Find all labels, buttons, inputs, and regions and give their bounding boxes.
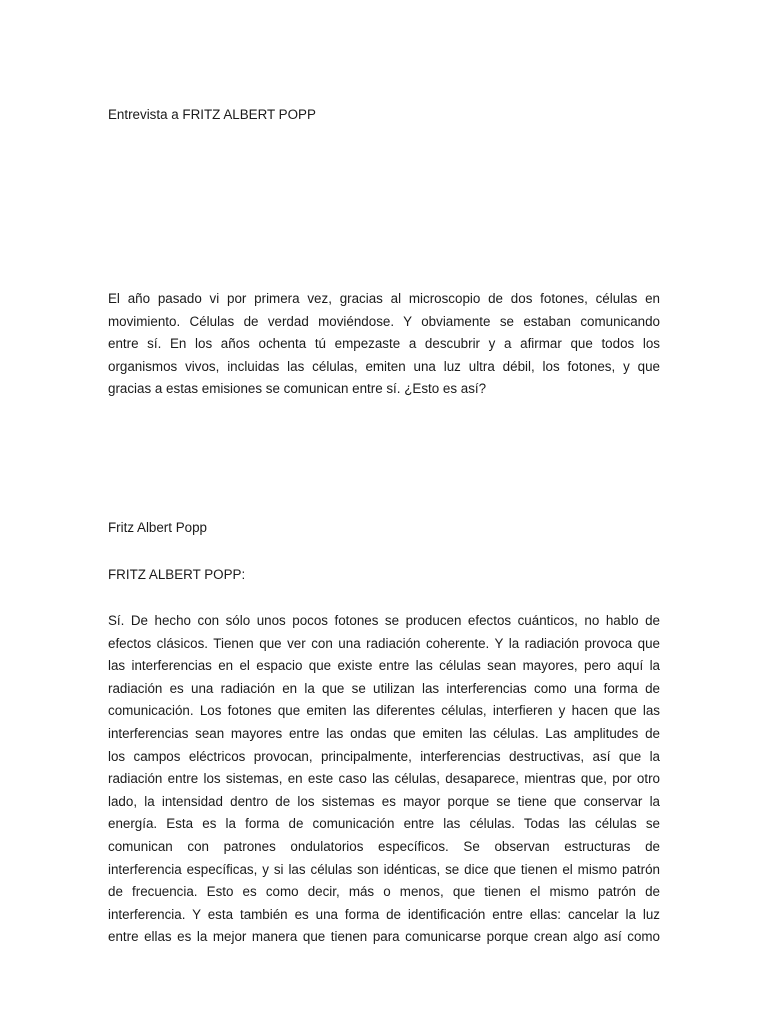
answer-line: efectos clásicos. Tienen que ver con una radiación coherente. Y la radiación provoca que bbox=[108, 635, 660, 651]
answer-line: radiación es una radiación en la que se utilizan las interferencias como una forma de bbox=[108, 680, 660, 696]
answer-line: de frecuencia. Esto es como decir, más o menos, que tienen el mismo patrón de bbox=[108, 884, 660, 900]
question-paragraph bbox=[108, 288, 660, 401]
answer-line: los campos eléctricos provocan, principalmente, interferencias destructivas, así que la bbox=[108, 748, 660, 764]
question-line: gracias a estas emisiones se comunican entre sí. ¿Esto es así? bbox=[108, 381, 487, 397]
answer-line: las interferencias en el espacio que existe entre las células sean mayores, pero aquí la bbox=[108, 658, 660, 674]
answer-line: Sí. De hecho con sólo unos pocos fotones se producen efectos cuánticos, no hablo de bbox=[108, 613, 660, 628]
question-line: organismos vivos, incluidas las células, emiten una luz ultra débil, los fotones, y que bbox=[108, 358, 660, 374]
answer-line: comunican con patrones ondulatorios específicos. Se observan estructuras de bbox=[108, 838, 660, 854]
answer-line: radiación entre los sistemas, en este caso las células, desaparece, mientras que, por otro bbox=[108, 771, 660, 787]
question-line: movimiento. Células de verdad moviéndose. Y obviamente se estaban comunicando bbox=[108, 313, 660, 329]
speaker-label: FRITZ ALBERT POPP: bbox=[108, 567, 246, 582]
answer-line: interferencia. Y esta también es una forma de identificación entre ellas: cancelar la luz bbox=[108, 906, 660, 922]
answer-line: lado, la intensidad dentro de los sistemas es mayor porque se tiene que conservar la bbox=[108, 793, 660, 809]
question-line: El año pasado vi por primera vez, gracias al microscopio de dos fotones, células en bbox=[108, 291, 660, 306]
answer-line: comunicación. Los fotones que emiten las diferentes células, interfieren y hacen que las bbox=[108, 703, 660, 719]
question-line: entre sí. En los años ochenta tú empezaste a descubrir y a afirmar que todos los bbox=[108, 336, 660, 352]
answer-line: interferencias sean mayores entre las ondas que emiten las células. Las amplitudes de bbox=[108, 725, 660, 741]
document-title: Entrevista a FRITZ ALBERT POPP bbox=[108, 107, 316, 122]
answer-line: energía. Esta es la forma de comunicación entre las células. Todas las células se bbox=[108, 816, 660, 832]
speaker-caption: Fritz Albert Popp bbox=[108, 520, 207, 535]
answer-line: interferencia específicas, y si las células son idénticas, se dice que tienen el mismo patrón bbox=[108, 861, 660, 877]
answer-line: entre ellas es la mejor manera que tienen para comunicarse porque crean algo así como bbox=[108, 929, 660, 945]
answer-paragraph bbox=[108, 610, 660, 949]
